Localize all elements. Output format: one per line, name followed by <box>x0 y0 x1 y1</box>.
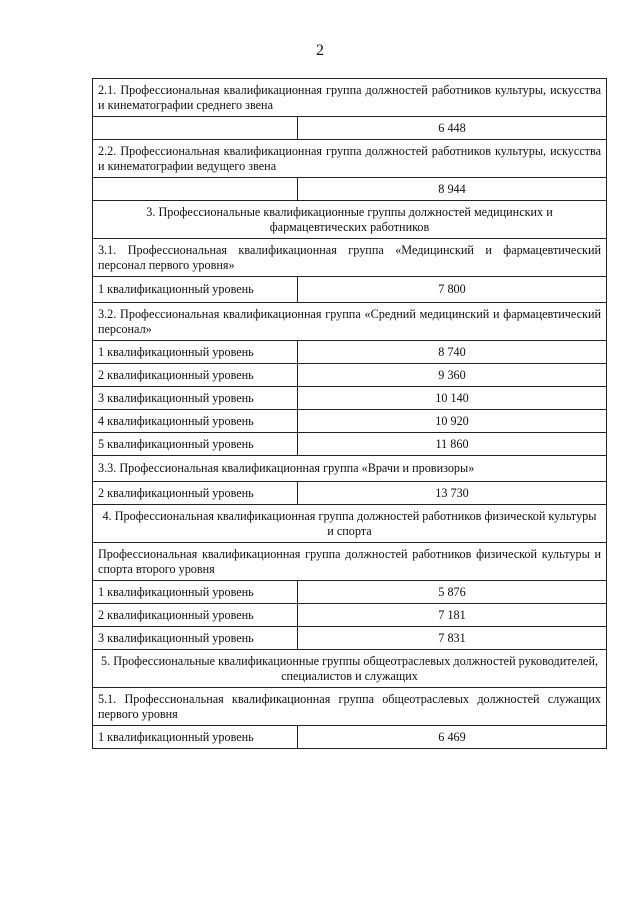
section-heading: 3. Профессиональные квалификационные группы должностей медицинских и фармацевтических работников <box>93 201 607 239</box>
group-heading: Профессиональная квалификационная группа должностей работников физической культуры и спорта второго уровня <box>93 543 607 581</box>
level-label: 1 квалификационный уровень <box>93 341 298 364</box>
section-heading: 4. Профессиональная квалификационная группа должностей работников физической культуры и спорта <box>93 505 607 543</box>
level-label: 1 квалификационный уровень <box>93 277 298 303</box>
salary-value: 9 360 <box>298 364 607 387</box>
group-heading: 3.3. Профессиональная квалификационная группа «Врачи и провизоры» <box>93 456 607 482</box>
table-row <box>93 482 607 505</box>
level-label: 2 квалификационный уровень <box>93 364 298 387</box>
table-row <box>93 277 607 303</box>
table-row <box>93 543 607 581</box>
level-label: 3 квалификационный уровень <box>93 387 298 410</box>
level-label: 1 квалификационный уровень <box>93 726 298 749</box>
salary-value: 6 469 <box>298 726 607 749</box>
level-label: 2 квалификационный уровень <box>93 604 298 627</box>
salary-value: 7 181 <box>298 604 607 627</box>
table-row <box>93 79 607 117</box>
group-heading: 3.2. Профессиональная квалификационная группа «Средний медицинский и фармацевтический персонал» <box>93 303 607 341</box>
salary-value: 7 800 <box>298 277 607 303</box>
table-row <box>93 604 607 627</box>
page-number: 2 <box>316 42 324 59</box>
group-heading: 2.1. Профессиональная квалификационная группа должностей работников культуры, искусства и кинематографии среднего звена <box>93 79 607 117</box>
salary-table <box>92 78 607 749</box>
salary-value: 5 876 <box>298 581 607 604</box>
salary-value: 8 740 <box>298 341 607 364</box>
salary-value: 10 920 <box>298 410 607 433</box>
level-label <box>93 117 298 140</box>
table-row <box>93 433 607 456</box>
table-row <box>93 387 607 410</box>
salary-value: 11 860 <box>298 433 607 456</box>
salary-value: 10 140 <box>298 387 607 410</box>
salary-value: 7 831 <box>298 627 607 650</box>
table-row <box>93 726 607 749</box>
table-row <box>93 650 607 688</box>
table-row <box>93 341 607 364</box>
table-row <box>93 410 607 433</box>
salary-value: 6 448 <box>298 117 607 140</box>
table-row <box>93 201 607 239</box>
table-row <box>93 178 607 201</box>
level-label: 5 квалификационный уровень <box>93 433 298 456</box>
level-label: 4 квалификационный уровень <box>93 410 298 433</box>
salary-value: 13 730 <box>298 482 607 505</box>
level-label: 1 квалификационный уровень <box>93 581 298 604</box>
table-row <box>93 627 607 650</box>
table-row <box>93 239 607 277</box>
level-label: 3 квалификационный уровень <box>93 627 298 650</box>
table-row <box>93 117 607 140</box>
group-heading: 5.1. Профессиональная квалификационная группа общеотраслевых должностей служащих первого уровня <box>93 688 607 726</box>
level-label: 2 квалификационный уровень <box>93 482 298 505</box>
table-row <box>93 581 607 604</box>
table-row <box>93 364 607 387</box>
salary-value: 8 944 <box>298 178 607 201</box>
table-row <box>93 456 607 482</box>
group-heading: 2.2. Профессиональная квалификационная группа должностей работников культуры, искусства и кинематографии ведущего звена <box>93 140 607 178</box>
table-row <box>93 688 607 726</box>
table-row <box>93 303 607 341</box>
level-label <box>93 178 298 201</box>
table-row <box>93 140 607 178</box>
section-heading: 5. Профессиональные квалификационные группы общеотраслевых должностей руководителей, специалистов и служащих <box>93 650 607 688</box>
group-heading: 3.1. Профессиональная квалификационная группа «Медицинский и фармацевтический персонал первого уровня» <box>93 239 607 277</box>
table-row <box>93 505 607 543</box>
